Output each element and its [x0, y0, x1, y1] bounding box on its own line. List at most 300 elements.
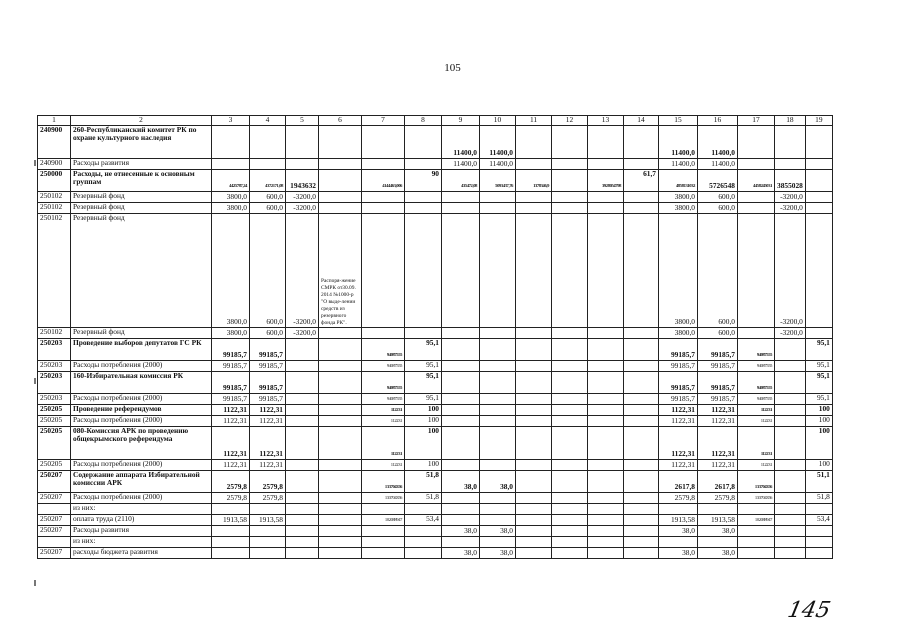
value-cell: [286, 547, 319, 558]
value-cell: [286, 393, 319, 404]
value-cell: [480, 492, 516, 503]
header-cell: 11: [516, 116, 552, 126]
table-row: [38, 371, 833, 393]
value-cell: [362, 213, 405, 327]
value-cell: [362, 327, 405, 338]
item-name-cell: Расходы развития: [71, 158, 212, 169]
value-cell: [286, 514, 319, 525]
value-cell: [516, 547, 552, 558]
value-cell: [480, 404, 516, 415]
value-cell: [405, 213, 442, 327]
value-cell: 600,0: [250, 213, 286, 327]
value-cell: [552, 338, 588, 360]
value-cell: [552, 536, 588, 547]
value-cell: [624, 327, 659, 338]
table-row: [38, 158, 833, 169]
value-cell: 1913,58: [659, 514, 698, 525]
value-cell: [588, 415, 624, 426]
value-cell: [442, 393, 480, 404]
value-cell: 1378346,9: [516, 169, 552, 191]
value-cell: 99185,7: [212, 371, 250, 393]
item-name-cell: Содержание аппарата Избирательной комиссии АРК: [71, 470, 212, 492]
value-cell: 100: [805, 415, 832, 426]
handwritten-signature: 145: [785, 598, 833, 623]
value-cell: 1943632: [286, 169, 319, 191]
value-cell: [516, 191, 552, 202]
value-cell: [319, 191, 362, 202]
value-cell: [588, 547, 624, 558]
value-cell: [738, 158, 775, 169]
value-cell: [588, 470, 624, 492]
value-cell: [624, 158, 659, 169]
value-cell: 94087555: [362, 360, 405, 371]
code-cell: 240900: [38, 125, 71, 158]
value-cell: 3855028: [775, 169, 806, 191]
value-cell: [775, 470, 806, 492]
code-cell: 250203: [38, 393, 71, 404]
value-cell: [516, 525, 552, 536]
note-cell: Распоря-жение СМРК от30.09. 2014 №1000-р "О выде-лении средств из резервного фонда РК".: [319, 213, 362, 327]
value-cell: [516, 393, 552, 404]
table-row: [38, 327, 833, 338]
code-cell: 250203: [38, 360, 71, 371]
value-cell: [286, 426, 319, 459]
value-cell: 4458245031: [738, 169, 775, 191]
code-cell: 250203: [38, 371, 71, 393]
value-cell: 3800,0: [212, 191, 250, 202]
value-cell: [480, 191, 516, 202]
header-cell: 6: [319, 116, 362, 126]
value-cell: [480, 213, 516, 327]
value-cell: 600,0: [698, 213, 738, 327]
table-row: [38, 360, 833, 371]
value-cell: [624, 459, 659, 470]
value-cell: [319, 503, 362, 514]
value-cell: [212, 125, 250, 158]
value-cell: 38,0: [659, 525, 698, 536]
value-cell: 112231: [362, 459, 405, 470]
value-cell: 133704356: [362, 492, 405, 503]
value-cell: 2579,8: [212, 492, 250, 503]
value-cell: 99185,7: [250, 371, 286, 393]
value-cell: [775, 525, 806, 536]
value-cell: [698, 503, 738, 514]
value-cell: [516, 470, 552, 492]
value-cell: [588, 125, 624, 158]
value-cell: [624, 371, 659, 393]
value-cell: 11400,0: [659, 158, 698, 169]
table-row: [38, 213, 833, 327]
value-cell: [805, 536, 832, 547]
value-cell: 90: [405, 169, 442, 191]
value-cell: 100: [805, 404, 832, 415]
value-cell: 112231: [738, 415, 775, 426]
value-cell: 95,1: [405, 371, 442, 393]
value-cell: 100: [405, 415, 442, 426]
value-cell: [516, 492, 552, 503]
value-cell: 38,0: [659, 547, 698, 558]
value-cell: [588, 360, 624, 371]
value-cell: 1122,31: [250, 426, 286, 459]
value-cell: [588, 158, 624, 169]
value-cell: 95,1: [805, 338, 832, 360]
header-cell: 17: [738, 116, 775, 126]
value-cell: 3800,0: [212, 202, 250, 213]
value-cell: [738, 213, 775, 327]
value-cell: 112231: [362, 404, 405, 415]
value-cell: [212, 503, 250, 514]
value-cell: [362, 202, 405, 213]
item-name-cell: 260-Республиканский комитет РК по охране культурного наследия: [71, 125, 212, 158]
value-cell: 1122,31: [212, 459, 250, 470]
value-cell: 38,0: [698, 525, 738, 536]
value-cell: [516, 415, 552, 426]
value-cell: [516, 503, 552, 514]
header-cell: 19: [805, 116, 832, 126]
value-cell: [212, 525, 250, 536]
header-cell: 14: [624, 116, 659, 126]
value-cell: [405, 125, 442, 158]
value-cell: 600,0: [250, 191, 286, 202]
code-cell: 250207: [38, 470, 71, 492]
value-cell: [516, 202, 552, 213]
value-cell: [805, 503, 832, 514]
value-cell: [405, 191, 442, 202]
value-cell: 112231: [738, 426, 775, 459]
value-cell: 1122,31: [250, 404, 286, 415]
item-name-cell: Расходы потребления (2000): [71, 393, 212, 404]
value-cell: -3200,0: [775, 202, 806, 213]
value-cell: 600,0: [250, 327, 286, 338]
header-row: [38, 116, 833, 126]
value-cell: [805, 547, 832, 558]
item-name-cell: расходы бюджета развития: [71, 547, 212, 558]
code-cell: [38, 536, 71, 547]
value-cell: [552, 158, 588, 169]
value-cell: -3200,0: [775, 213, 806, 327]
value-cell: [588, 492, 624, 503]
table-row: [38, 338, 833, 360]
value-cell: 94087555: [362, 393, 405, 404]
value-cell: -3200,0: [286, 327, 319, 338]
value-cell: [552, 404, 588, 415]
value-cell: [286, 492, 319, 503]
value-cell: [319, 415, 362, 426]
header-cell: 5: [286, 116, 319, 126]
value-cell: [319, 125, 362, 158]
value-cell: [405, 525, 442, 536]
code-cell: 240900: [38, 158, 71, 169]
value-cell: 1122,31: [212, 404, 250, 415]
value-cell: [775, 158, 806, 169]
value-cell: [480, 514, 516, 525]
value-cell: [775, 547, 806, 558]
value-cell: 1122,31: [698, 415, 738, 426]
value-cell: 11400,0: [442, 158, 480, 169]
header-cell: 4: [250, 116, 286, 126]
value-cell: [319, 360, 362, 371]
code-cell: 250205: [38, 426, 71, 459]
table-row: [38, 202, 833, 213]
value-cell: 1122,31: [659, 459, 698, 470]
value-cell: [738, 503, 775, 514]
value-cell: 1913,58: [212, 514, 250, 525]
value-cell: 53,4: [805, 514, 832, 525]
value-cell: 1913,58: [698, 514, 738, 525]
value-cell: 94087555: [738, 393, 775, 404]
value-cell: [442, 536, 480, 547]
value-cell: [624, 213, 659, 327]
value-cell: [805, 158, 832, 169]
margin-mark: [34, 160, 36, 166]
value-cell: [588, 371, 624, 393]
header-cell: 8: [405, 116, 442, 126]
table-row: [38, 470, 833, 492]
value-cell: [516, 158, 552, 169]
value-cell: [738, 202, 775, 213]
value-cell: [405, 536, 442, 547]
value-cell: 99185,7: [698, 338, 738, 360]
value-cell: 38,0: [698, 547, 738, 558]
value-cell: [624, 547, 659, 558]
table-row: [38, 125, 833, 158]
value-cell: [552, 327, 588, 338]
value-cell: [480, 371, 516, 393]
value-cell: [319, 327, 362, 338]
value-cell: [588, 404, 624, 415]
value-cell: 38,0: [480, 470, 516, 492]
value-cell: [319, 169, 362, 191]
value-cell: 2617,8: [659, 470, 698, 492]
value-cell: [362, 158, 405, 169]
value-cell: [250, 503, 286, 514]
value-cell: [552, 514, 588, 525]
value-cell: 61,7: [624, 169, 659, 191]
value-cell: [516, 360, 552, 371]
value-cell: 99185,7: [698, 393, 738, 404]
value-cell: [588, 213, 624, 327]
value-cell: [516, 404, 552, 415]
value-cell: 51,8: [405, 492, 442, 503]
value-cell: [442, 514, 480, 525]
item-name-cell: Расходы потребления (2000): [71, 492, 212, 503]
table-row: [38, 169, 833, 191]
value-cell: [659, 536, 698, 547]
item-name-cell: Резервный фонд: [71, 327, 212, 338]
value-cell: [624, 125, 659, 158]
value-cell: [319, 404, 362, 415]
value-cell: [250, 547, 286, 558]
value-cell: [552, 525, 588, 536]
value-cell: [319, 338, 362, 360]
value-cell: 133704356: [738, 492, 775, 503]
table-row: [38, 503, 833, 514]
code-cell: 250205: [38, 459, 71, 470]
value-cell: 3800,0: [659, 213, 698, 327]
value-cell: [588, 393, 624, 404]
value-cell: [624, 360, 659, 371]
item-name-cell: Расходы, не отнесенные к основным группам: [71, 169, 212, 191]
value-cell: [775, 338, 806, 360]
page-number: 105: [444, 62, 461, 74]
header-cell: 9: [442, 116, 480, 126]
value-cell: [212, 536, 250, 547]
value-cell: [624, 470, 659, 492]
value-cell: 133704356: [362, 470, 405, 492]
value-cell: 94087555: [362, 371, 405, 393]
value-cell: 435472,08: [442, 169, 480, 191]
value-cell: [319, 547, 362, 558]
value-cell: [319, 371, 362, 393]
value-cell: [552, 169, 588, 191]
value-cell: [624, 404, 659, 415]
value-cell: 11400,0: [659, 125, 698, 158]
item-name-cell: Резервный фонд: [71, 191, 212, 202]
value-cell: [442, 415, 480, 426]
value-cell: [588, 426, 624, 459]
value-cell: 2579,8: [250, 492, 286, 503]
value-cell: 38,0: [480, 547, 516, 558]
value-cell: 38,0: [442, 547, 480, 558]
value-cell: 1122,31: [659, 415, 698, 426]
value-cell: [624, 202, 659, 213]
value-cell: [624, 393, 659, 404]
value-cell: [286, 503, 319, 514]
value-cell: 100: [405, 426, 442, 459]
item-name-cell: Расходы потребления (2000): [71, 360, 212, 371]
value-cell: 100: [405, 459, 442, 470]
value-cell: 94087555: [738, 371, 775, 393]
value-cell: [805, 191, 832, 202]
value-cell: [775, 404, 806, 415]
value-cell: 600,0: [250, 202, 286, 213]
value-cell: [552, 393, 588, 404]
value-cell: 2579,8: [698, 492, 738, 503]
code-cell: 250207: [38, 525, 71, 536]
value-cell: [442, 327, 480, 338]
value-cell: 51,1: [805, 470, 832, 492]
value-cell: 1122,31: [250, 459, 286, 470]
value-cell: [624, 514, 659, 525]
value-cell: [624, 525, 659, 536]
value-cell: [286, 338, 319, 360]
value-cell: [405, 202, 442, 213]
value-cell: 51,8: [805, 492, 832, 503]
value-cell: [588, 503, 624, 514]
item-name-cell: Расходы потребления (2000): [71, 415, 212, 426]
value-cell: 112231: [738, 404, 775, 415]
value-cell: [442, 503, 480, 514]
value-cell: [775, 371, 806, 393]
value-cell: [698, 536, 738, 547]
value-cell: [805, 125, 832, 158]
value-cell: [805, 525, 832, 536]
table-row: [38, 191, 833, 202]
value-cell: 100: [805, 426, 832, 459]
value-cell: [286, 415, 319, 426]
code-cell: 250207: [38, 492, 71, 503]
value-cell: 1913,58: [250, 514, 286, 525]
header-cell: 2: [71, 116, 212, 126]
value-cell: [286, 404, 319, 415]
value-cell: 11400,0: [480, 158, 516, 169]
value-cell: 38,0: [442, 470, 480, 492]
value-cell: [442, 360, 480, 371]
value-cell: [319, 426, 362, 459]
value-cell: [212, 158, 250, 169]
value-cell: [405, 327, 442, 338]
value-cell: [286, 371, 319, 393]
value-cell: [442, 459, 480, 470]
value-cell: [319, 459, 362, 470]
value-cell: [738, 536, 775, 547]
table-row: [38, 525, 833, 536]
value-cell: [286, 158, 319, 169]
value-cell: [442, 191, 480, 202]
budget-table: [37, 115, 833, 559]
value-cell: [516, 213, 552, 327]
value-cell: [516, 514, 552, 525]
value-cell: 600,0: [698, 327, 738, 338]
value-cell: 1122,31: [250, 415, 286, 426]
value-cell: [362, 125, 405, 158]
value-cell: [250, 525, 286, 536]
value-cell: [624, 338, 659, 360]
value-cell: 95,1: [805, 393, 832, 404]
code-cell: 250207: [38, 514, 71, 525]
value-cell: [805, 202, 832, 213]
value-cell: [480, 426, 516, 459]
code-cell: 250000: [38, 169, 71, 191]
value-cell: [805, 327, 832, 338]
value-cell: [286, 525, 319, 536]
value-cell: [588, 536, 624, 547]
value-cell: [319, 470, 362, 492]
value-cell: [286, 125, 319, 158]
value-cell: 11400,0: [480, 125, 516, 158]
value-cell: 3800,0: [659, 327, 698, 338]
value-cell: [516, 338, 552, 360]
value-cell: [588, 202, 624, 213]
item-name-cell: из них:: [71, 536, 212, 547]
value-cell: [480, 360, 516, 371]
value-cell: 2617,8: [698, 470, 738, 492]
value-cell: 3800,0: [212, 213, 250, 327]
value-cell: [738, 125, 775, 158]
item-name-cell: 160-Избирательная комиссия РК: [71, 371, 212, 393]
value-cell: 94087555: [362, 338, 405, 360]
value-cell: [738, 525, 775, 536]
value-cell: [480, 202, 516, 213]
value-cell: [480, 393, 516, 404]
value-cell: [775, 536, 806, 547]
value-cell: [624, 191, 659, 202]
value-cell: [775, 415, 806, 426]
value-cell: [805, 213, 832, 327]
value-cell: 4858131032: [659, 169, 698, 191]
value-cell: 95,1: [405, 338, 442, 360]
value-cell: 95,1: [805, 360, 832, 371]
value-cell: [516, 125, 552, 158]
value-cell: [775, 125, 806, 158]
value-cell: [319, 492, 362, 503]
header-cell: 1: [38, 116, 71, 126]
code-cell: 250102: [38, 327, 71, 338]
value-cell: [286, 459, 319, 470]
value-cell: 1122,31: [698, 459, 738, 470]
value-cell: 4425787,24: [212, 169, 250, 191]
value-cell: [362, 503, 405, 514]
